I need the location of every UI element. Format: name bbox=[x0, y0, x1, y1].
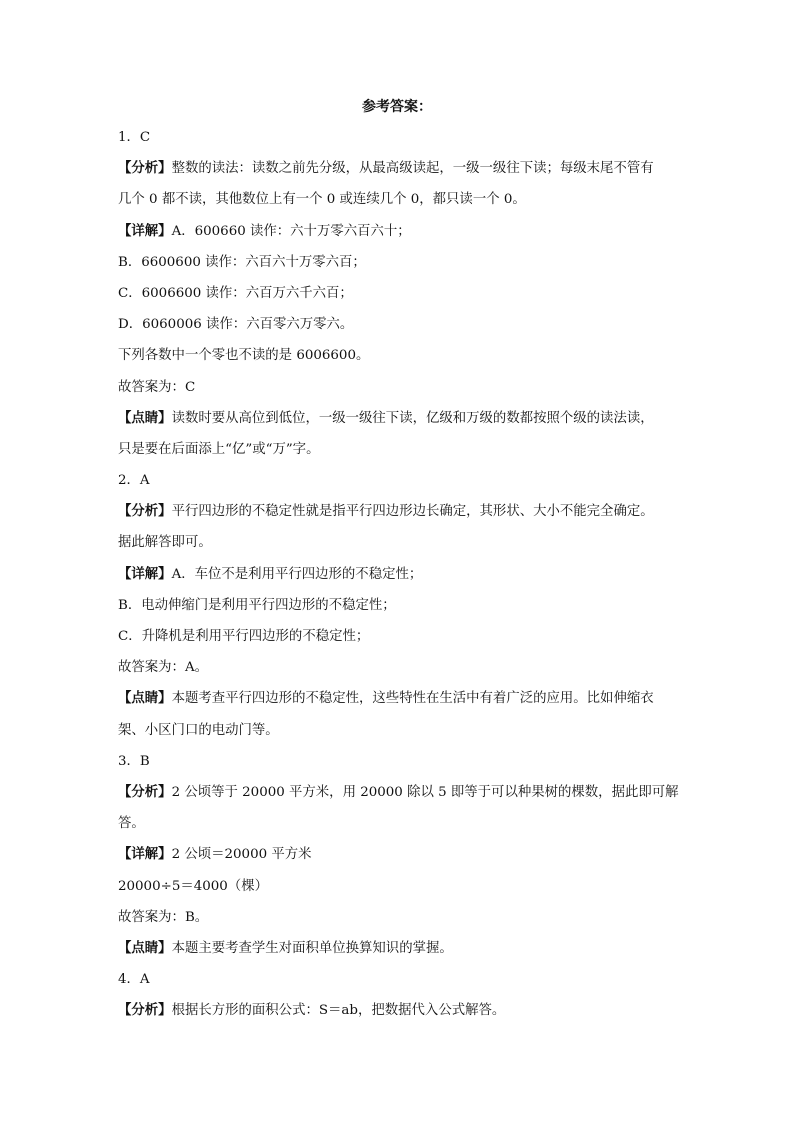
section-tag: 【详解】 bbox=[118, 222, 172, 239]
line-text: D．6060006 读作：六百零六万零六。 bbox=[118, 317, 354, 333]
line-text: A．车位不是利用平行四边形的不稳定性； bbox=[171, 566, 423, 582]
text-line bbox=[118, 808, 698, 839]
line-text: 平行四边形的不稳定性就是指平行四边形边长确定，其形状、大小不能完全确定。 bbox=[171, 504, 654, 520]
text-line bbox=[118, 309, 698, 340]
line-text: 答。 bbox=[118, 816, 145, 832]
section-tag: 【分析】 bbox=[118, 503, 172, 520]
text-line bbox=[118, 683, 698, 714]
line-text: 2 公顷＝20000 平方米 bbox=[171, 847, 312, 863]
text-line bbox=[118, 527, 698, 558]
line-text: 故答案为：C bbox=[118, 379, 196, 395]
section-tag: 【点睛】 bbox=[118, 409, 172, 426]
line-text: 架、小区门口的电动门等。 bbox=[118, 722, 279, 738]
section-tag: 【分析】 bbox=[118, 1002, 172, 1019]
line-text: 只是要在后面添上“亿”或“万”字。 bbox=[118, 441, 320, 457]
text-line bbox=[118, 216, 698, 247]
text-line bbox=[118, 777, 698, 808]
text-line bbox=[118, 715, 698, 746]
text-line bbox=[118, 871, 698, 902]
text-line bbox=[118, 122, 698, 153]
line-text: 20000÷5＝4000（棵） bbox=[118, 878, 268, 894]
line-text: B．电动伸缩门是利用平行四边形的不稳定性； bbox=[118, 597, 396, 613]
line-text: 据此解答即可。 bbox=[118, 535, 212, 551]
line-text: C．6006600 读作：六百万六千六百； bbox=[118, 285, 353, 301]
line-text: B．6600600 读作：六百六十万零六百； bbox=[118, 254, 366, 270]
line-text: 本题主要考查学生对面积单位换算知识的掌握。 bbox=[171, 940, 453, 956]
text-line bbox=[118, 933, 698, 964]
line-text: 本题考查平行四边形的不稳定性，这些特性在生活中有着广泛的应用。比如伸缩衣 bbox=[171, 691, 654, 707]
line-text: 2．A bbox=[118, 473, 150, 489]
page-title: 参考答案： bbox=[362, 99, 432, 115]
section-tag: 【分析】 bbox=[118, 160, 172, 177]
line-text: 4．A bbox=[118, 972, 150, 988]
text-line bbox=[118, 902, 698, 933]
text-line bbox=[118, 340, 698, 371]
text-line bbox=[118, 995, 698, 1026]
section-tag: 【分析】 bbox=[118, 783, 172, 800]
text-line bbox=[118, 434, 698, 465]
text-line bbox=[118, 839, 698, 870]
line-text: 根据长方形的面积公式：S＝ab，把数据代入公式解答。 bbox=[171, 1003, 506, 1019]
line-text: 3．B bbox=[118, 753, 150, 769]
text-line bbox=[118, 559, 698, 590]
line-text: C．升降机是利用平行四边形的不稳定性； bbox=[118, 629, 370, 644]
text-line bbox=[118, 403, 698, 434]
section-tag: 【点睛】 bbox=[118, 690, 172, 707]
section-tag: 【点睛】 bbox=[118, 939, 172, 956]
line-text: 1．C bbox=[118, 130, 151, 145]
text-line bbox=[118, 496, 698, 527]
text-line bbox=[118, 153, 698, 184]
text-line bbox=[118, 746, 698, 777]
text-line bbox=[118, 590, 698, 621]
text-line bbox=[118, 964, 698, 995]
text-line bbox=[118, 621, 698, 652]
line-text: 故答案为：B。 bbox=[118, 909, 209, 925]
section-tag: 【详解】 bbox=[118, 565, 172, 582]
text-line bbox=[118, 278, 698, 309]
line-text: A．600660 读作：六十万零六百六十； bbox=[171, 223, 411, 239]
line-text: 几个 0 都不读，其他数位上有一个 0 或连续几个 0，都只读一个 0。 bbox=[118, 192, 526, 208]
line-text: 整数的读法：读数之前先分级，从最高级读起，一级一级往下读；每级末尾不管有 bbox=[171, 161, 654, 177]
text-line bbox=[118, 184, 698, 215]
text-line bbox=[118, 247, 698, 278]
section-tag: 【详解】 bbox=[118, 846, 172, 863]
line-text: 读数时要从高位到低位，一级一级往下读，亿级和万级的数都按照个级的读法读， bbox=[171, 410, 654, 426]
answer-content bbox=[118, 122, 698, 1026]
text-line bbox=[118, 372, 698, 403]
text-line bbox=[118, 465, 698, 496]
line-text: 故答案为：A。 bbox=[118, 660, 209, 676]
line-text: 2 公顷等于 20000 平方米，用 20000 除以 5 即等于可以种果树的棵数，据此即可解 bbox=[171, 784, 679, 800]
line-text: 下列各数中一个零也不读的是 6006600。 bbox=[118, 348, 370, 364]
text-line bbox=[118, 652, 698, 683]
